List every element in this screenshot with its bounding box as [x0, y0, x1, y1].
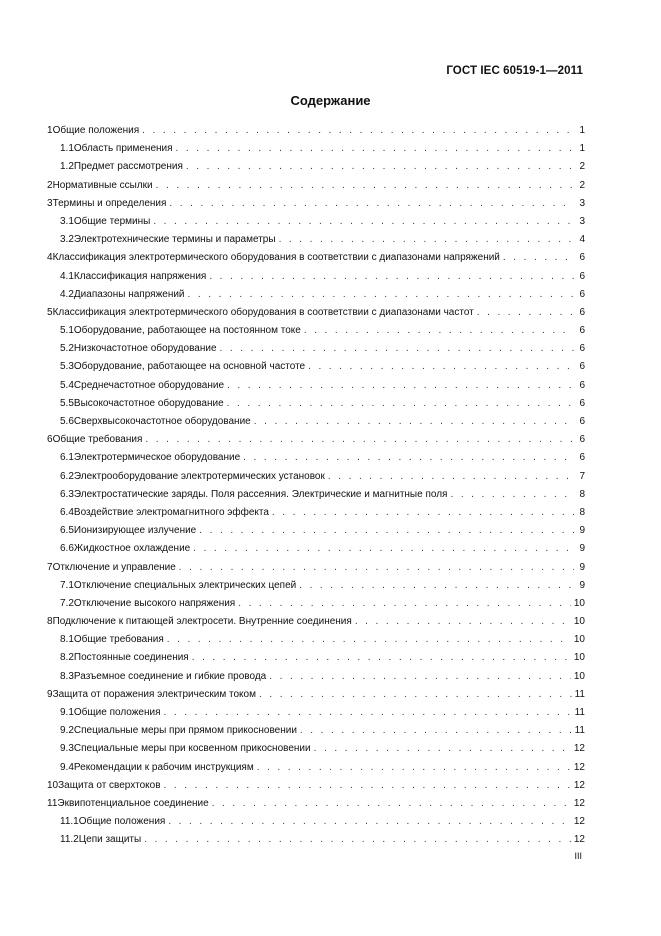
toc-entry-page: 6 — [579, 306, 585, 318]
toc-entry-page: 12 — [573, 761, 585, 773]
toc-entry-number: 9.4 — [60, 761, 74, 773]
toc-entry-title: Общие термины — [73, 215, 151, 227]
toc-entry[interactable] — [47, 595, 585, 613]
toc-entry-title: Рекомендации к рабочим инструкциям — [73, 761, 254, 773]
toc-entry[interactable] — [47, 195, 585, 213]
toc-entry-title: Низкочастотное оборудование — [73, 343, 217, 355]
toc-entry-page: 3 — [579, 197, 585, 209]
toc-entry-page: 6 — [579, 288, 585, 300]
toc-entry-title: Сверхвысокочастотное оборудование — [73, 416, 251, 427]
toc-entry-page: 12 — [573, 779, 585, 791]
toc-entry[interactable] — [47, 686, 585, 704]
toc-leader-dots — [156, 177, 574, 195]
toc-entry-title: Воздействие электромагнитного эффекта — [73, 506, 269, 518]
toc-entry[interactable] — [47, 158, 585, 176]
toc-entry[interactable] — [47, 449, 585, 467]
toc-entry-page: 4 — [579, 234, 585, 246]
toc-entry-number: 7 — [47, 561, 53, 573]
toc-entry-number: 1.2 — [60, 161, 74, 173]
toc-leader-dots — [257, 759, 571, 777]
toc-entry-number: 5.2 — [60, 343, 74, 355]
toc-entry[interactable] — [47, 304, 585, 322]
toc-leader-dots — [169, 195, 574, 213]
toc-leader-dots — [300, 722, 572, 740]
toc-entry-number: 4.2 — [60, 288, 74, 300]
toc-entry-page: 8 — [579, 488, 585, 500]
toc-entry-number: 5.1 — [60, 325, 74, 337]
table-of-contents — [47, 122, 585, 850]
toc-leader-dots — [179, 559, 574, 577]
toc-entry-title: Эквипотенциальное соединение — [57, 797, 209, 809]
toc-entry-page: 6 — [579, 270, 585, 282]
toc-leader-dots — [227, 377, 574, 395]
toc-entry-page: 6 — [579, 343, 585, 355]
toc-entry-page: 6 — [579, 416, 585, 427]
toc-entry-title: Жидкостное охлаждение — [73, 543, 191, 555]
toc-entry-number: 6.4 — [60, 506, 74, 518]
toc-entry-page: 6 — [579, 452, 585, 464]
toc-entry-title: Защита от сверхтоков — [58, 779, 161, 791]
toc-entry-number: 10 — [47, 779, 59, 791]
toc-entry-title: Постоянные соединения — [73, 652, 189, 664]
toc-entry-number: 7.2 — [60, 597, 74, 609]
toc-entry[interactable] — [47, 431, 585, 449]
toc-leader-dots — [168, 813, 571, 831]
toc-leader-dots — [304, 322, 574, 340]
toc-entry[interactable] — [47, 231, 585, 249]
toc-leader-dots — [279, 231, 574, 249]
toc-entry-number: 4 — [47, 252, 53, 264]
toc-entry-page: 10 — [573, 634, 585, 646]
toc-entry-number: 5.6 — [60, 416, 74, 427]
toc-leader-dots — [355, 613, 571, 631]
toc-entry-title: Предмет рассмотрения — [73, 161, 183, 173]
toc-entry-title: Электростатические заряды. Поля рассеяния. Электрические и магнитные поля — [73, 488, 448, 500]
toc-entry-number: 3 — [47, 197, 53, 209]
toc-leader-dots — [503, 249, 574, 267]
toc-entry-title: Диапазоны напряжений — [73, 288, 185, 300]
toc-entry-number: 5.3 — [60, 361, 74, 373]
toc-entry-title: Цепи защиты — [78, 834, 142, 846]
toc-entry[interactable] — [47, 613, 585, 631]
toc-entry-page: 6 — [579, 434, 585, 446]
toc-leader-dots — [145, 431, 574, 449]
toc-leader-dots — [212, 795, 571, 813]
toc-entry[interactable] — [47, 559, 585, 577]
toc-entry-title: Защита от поражения электрическим током — [52, 688, 256, 700]
toc-entry-page: 8 — [579, 506, 585, 518]
toc-entry-title: Высокочастотное оборудование — [73, 397, 224, 409]
toc-entry-title: Общие требования — [52, 434, 143, 446]
toc-entry-title: Оборудование, работающее на основной частоте — [73, 361, 306, 373]
toc-leader-dots — [164, 777, 571, 795]
toc-entry[interactable] — [47, 831, 585, 849]
toc-entry-number: 11.2 — [60, 834, 79, 846]
toc-entry[interactable] — [47, 140, 585, 158]
toc-entry[interactable] — [47, 522, 585, 540]
toc-entry-title: Электрооборудование электротермических установок — [73, 470, 325, 482]
toc-entry-page: 12 — [573, 816, 585, 828]
toc-entry[interactable] — [47, 540, 585, 558]
toc-entry-number: 8 — [47, 616, 53, 628]
toc-entry[interactable] — [47, 486, 585, 504]
toc-entry-number: 8.2 — [60, 652, 74, 664]
toc-entry-number: 1.1 — [60, 143, 74, 155]
toc-leader-dots — [142, 122, 574, 140]
toc-entry-title: Область применения — [73, 143, 173, 155]
toc-entry-page: 12 — [573, 743, 585, 755]
toc-entry-title: Общие положения — [52, 125, 140, 136]
toc-entry-number: 6.3 — [60, 488, 74, 500]
toc-entry-title: Электротехнические термины и параметры — [73, 234, 276, 246]
toc-entry-title: Общие положения — [78, 816, 166, 828]
toc-entry-number: 6.6 — [60, 543, 74, 555]
standard-designation: ГОСТ IEC 60519-1—2011 — [446, 65, 583, 77]
toc-leader-dots — [186, 158, 574, 176]
toc-entry-number: 8.3 — [60, 670, 74, 682]
toc-entry-page: 9 — [579, 561, 585, 573]
toc-entry[interactable] — [47, 358, 585, 376]
toc-leader-dots — [193, 540, 574, 558]
toc-entry-number: 4.1 — [60, 270, 74, 282]
toc-entry-number: 6 — [47, 434, 53, 446]
toc-leader-dots — [243, 449, 574, 467]
toc-entry-title: Среднечастотное оборудование — [73, 379, 224, 391]
toc-entry-page: 9 — [579, 525, 585, 537]
toc-entry-page: 6 — [579, 361, 585, 373]
toc-entry-title: Общие положения — [73, 707, 161, 718]
toc-entry[interactable] — [47, 740, 585, 758]
toc-entry-page: 6 — [579, 252, 585, 264]
toc-entry[interactable] — [47, 649, 585, 667]
toc-entry-page: 11 — [574, 725, 585, 737]
toc-entry-title: Разъемное соединение и гибкие провода — [73, 670, 267, 682]
toc-leader-dots — [209, 268, 574, 286]
toc-leader-dots — [227, 395, 574, 413]
toc-leader-dots — [192, 649, 571, 667]
toc-entry-title: Общие требования — [73, 634, 164, 646]
toc-leader-dots — [153, 213, 574, 231]
page-number: III — [574, 851, 582, 861]
toc-entry-page: 10 — [573, 616, 585, 628]
toc-leader-dots — [328, 468, 574, 486]
toc-entry-page: 6 — [579, 397, 585, 409]
toc-entry-number: 5 — [47, 306, 53, 318]
toc-leader-dots — [188, 286, 574, 304]
toc-entry-page: 11 — [574, 688, 585, 700]
toc-entry-number: 9.3 — [60, 743, 74, 755]
toc-entry-title: Специальные меры при прямом прикосновении — [73, 725, 297, 737]
toc-entry-title: Классификация напряжения — [73, 270, 207, 282]
toc-entry-number: 9.1 — [60, 707, 74, 718]
toc-entry[interactable] — [47, 577, 585, 595]
toc-entry[interactable] — [47, 377, 585, 395]
toc-entry[interactable] — [47, 813, 585, 831]
toc-entry-page: 6 — [579, 379, 585, 391]
toc-leader-dots — [308, 358, 574, 376]
toc-entry-number: 8.1 — [60, 634, 74, 646]
toc-entry-number: 6.1 — [60, 452, 74, 464]
toc-entry-number: 3.1 — [60, 215, 74, 227]
toc-leader-dots — [176, 140, 574, 158]
toc-entry-title: Оборудование, работающее на постоянном токе — [73, 325, 301, 337]
toc-leader-dots — [144, 831, 571, 849]
toc-entry[interactable] — [47, 213, 585, 231]
toc-entry[interactable] — [47, 759, 585, 777]
toc-entry-page: 1 — [579, 143, 585, 155]
toc-entry-page: 10 — [573, 597, 585, 609]
toc-leader-dots — [238, 595, 571, 613]
toc-entry[interactable] — [47, 668, 585, 686]
toc-entry[interactable] — [47, 122, 585, 140]
toc-entry[interactable] — [47, 249, 585, 267]
toc-entry[interactable] — [47, 177, 585, 195]
toc-entry[interactable] — [47, 631, 585, 649]
toc-entry-page: 12 — [573, 797, 585, 809]
toc-leader-dots — [314, 740, 571, 758]
toc-entry-page: 6 — [579, 325, 585, 337]
toc-entry[interactable] — [47, 413, 585, 431]
toc-entry-title: Отключение высокого напряжения — [73, 597, 236, 609]
toc-entry-number: 9 — [47, 688, 53, 700]
toc-entry[interactable] — [47, 268, 585, 286]
toc-entry-number: 6.5 — [60, 525, 74, 537]
toc-entry-number: 5.5 — [60, 397, 74, 409]
toc-entry[interactable] — [47, 395, 585, 413]
toc-entry[interactable] — [47, 504, 585, 522]
toc-entry[interactable] — [47, 777, 585, 795]
toc-entry-page: 7 — [579, 470, 585, 482]
toc-leader-dots — [220, 340, 574, 358]
toc-entry-page: 1 — [579, 125, 585, 136]
toc-entry[interactable] — [47, 468, 585, 486]
toc-entry-number: 6.2 — [60, 470, 74, 482]
toc-entry-page: 10 — [573, 670, 585, 682]
toc-entry-page: 2 — [579, 161, 585, 173]
toc-entry-number: 5.4 — [60, 379, 74, 391]
toc-leader-dots — [269, 668, 571, 686]
toc-entry-page: 2 — [579, 179, 585, 191]
toc-leader-dots — [164, 704, 572, 722]
toc-entry-title: Отключение специальных электрических цепей — [73, 579, 297, 591]
toc-leader-dots — [450, 486, 574, 504]
toc-entry-number: 2 — [47, 179, 53, 191]
toc-entry-title: Классификация электротермического оборудования в соответствии с диапазонами напряжений — [52, 252, 500, 264]
toc-entry[interactable] — [47, 722, 585, 740]
toc-entry-page: 12 — [573, 834, 585, 846]
toc-leader-dots — [199, 522, 574, 540]
toc-leader-dots — [259, 686, 572, 704]
toc-leader-dots — [272, 504, 574, 522]
toc-entry[interactable] — [47, 340, 585, 358]
toc-entry-page: 11 — [574, 707, 585, 718]
toc-entry-title: Специальные меры при косвенном прикосновении — [73, 743, 311, 755]
toc-entry[interactable] — [47, 286, 585, 304]
toc-entry-title: Нормативные ссылки — [52, 179, 153, 191]
toc-entry[interactable] — [47, 322, 585, 340]
toc-entry-title: Ионизирующее излучение — [73, 525, 197, 537]
toc-entry-page: 3 — [579, 215, 585, 227]
toc-leader-dots — [254, 413, 574, 431]
toc-entry[interactable] — [47, 704, 585, 722]
toc-entry-number: 11 — [47, 797, 58, 809]
toc-entry-page: 10 — [573, 652, 585, 664]
toc-entry-title: Термины и определения — [52, 197, 167, 209]
toc-entry-title: Классификация электротермического оборудования в соответствии с диапазонами частот — [52, 306, 474, 318]
toc-leader-dots — [477, 304, 574, 322]
toc-entry[interactable] — [47, 795, 585, 813]
toc-entry-title: Электротермическое оборудование — [73, 452, 241, 464]
toc-entry-number: 1 — [47, 125, 53, 136]
toc-entry-number: 3.2 — [60, 234, 74, 246]
toc-entry-title: Подключение к питающей электросети. Внутренние соединения — [52, 616, 352, 628]
toc-entry-page: 9 — [579, 543, 585, 555]
toc-leader-dots — [167, 631, 571, 649]
toc-entry-title: Отключение и управление — [52, 561, 176, 573]
toc-leader-dots — [299, 577, 574, 595]
toc-entry-number: 11.1 — [60, 816, 79, 828]
toc-entry-number: 9.2 — [60, 725, 74, 737]
toc-entry-number: 7.1 — [60, 579, 74, 591]
page-title: Содержание — [290, 93, 371, 108]
toc-entry-page: 9 — [579, 579, 585, 591]
